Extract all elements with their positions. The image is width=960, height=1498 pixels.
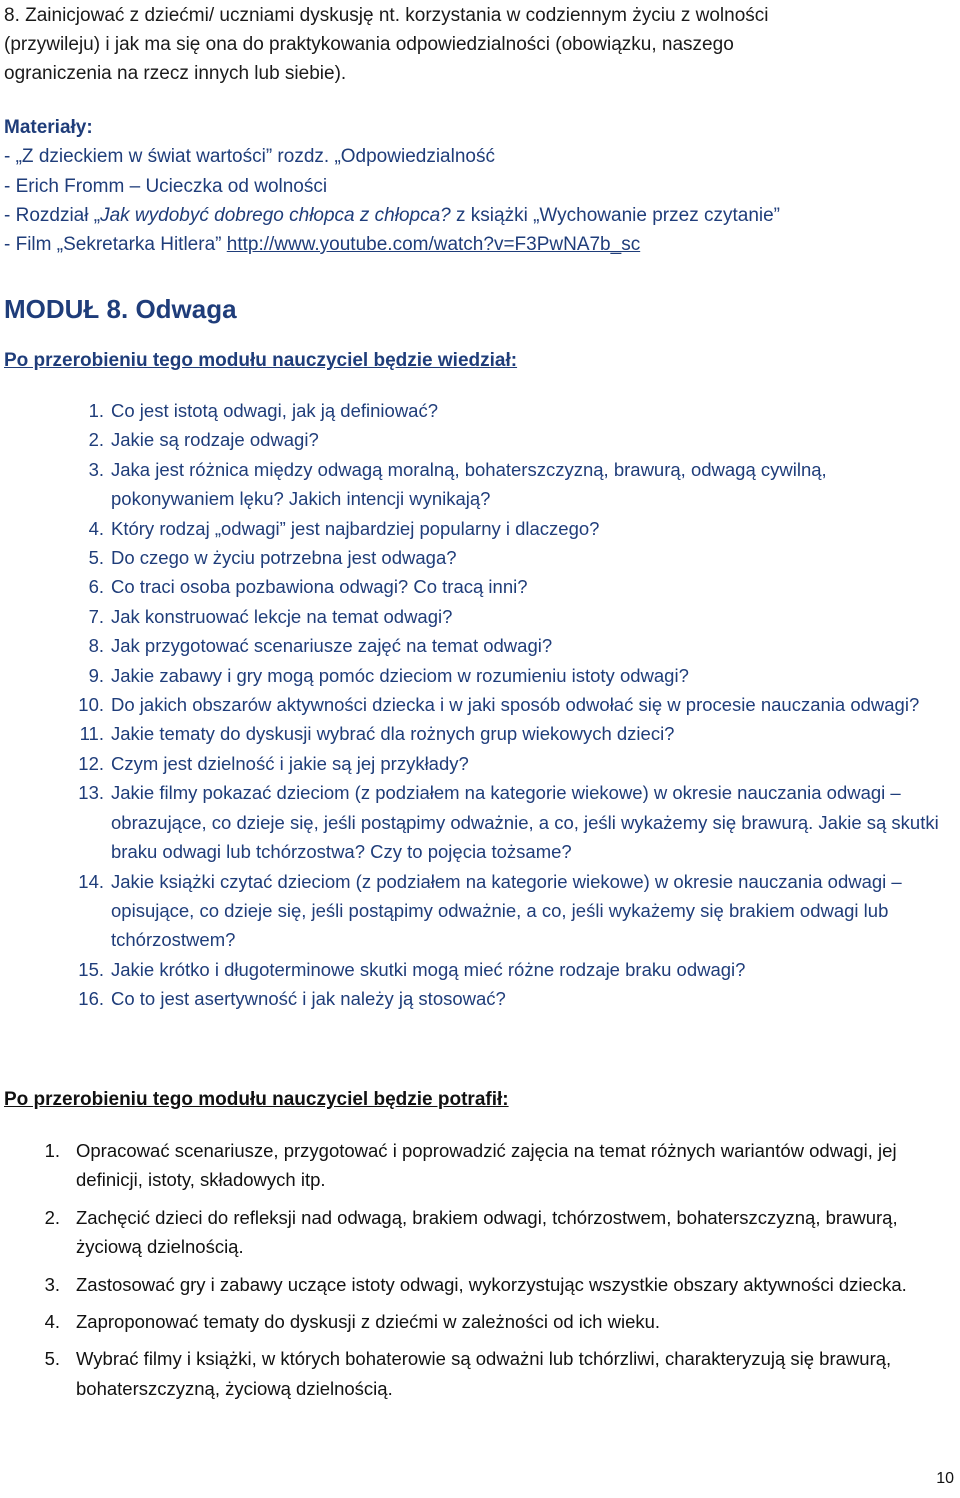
question-item-text: Do czego w życiu potrzebna jest odwaga? [111, 547, 457, 569]
intro-line-3: ograniczenia na rzecz innych lub siebie). [4, 63, 347, 84]
question-item-text: Jakie książki czytać dzieciom (z podziałem na kategorie wiekowe) w okresie nauczania odwagi – opisujące, co dzieje się, jeśli postąpimy odważnie, a co, jeśli wykażemy się brakiem odwagi lub tchórzostwem? [111, 870, 902, 951]
question-item-text: Co traci osoba pozbawiona odwagi? Co tracą inni? [111, 576, 528, 598]
question-item-number: 6. [88, 576, 104, 598]
question-item [0, 690, 960, 719]
intro-line-1: 8. Zainicjować z dziećmi/ uczniami dyskusję nt. korzystania w codziennym życiu z wolności [4, 5, 769, 26]
question-item [0, 514, 960, 543]
materials-item-1: - „Z dzieckiem w świat wartości” rozdz. „Odpowiedzialność [4, 146, 495, 167]
question-item [0, 455, 960, 514]
question-item-number: 16. [78, 988, 104, 1010]
materials-item-3-prefix: - Rozdział „ [4, 205, 101, 226]
materials-item-4-prefix: - Film „Sekretarka Hitlera” [4, 234, 227, 255]
intro-line-2: (przywileju) i jak ma się ona do praktykowania odpowiedzialności (obowiązku, naszego [4, 34, 734, 55]
question-item-number: 2. [88, 429, 104, 451]
skill-item-number: 2. [44, 1206, 60, 1228]
can-heading: Po przerobieniu tego modułu nauczyciel będzie potrafił: [4, 1089, 509, 1110]
skill-item [0, 1307, 960, 1336]
skill-item [0, 1203, 960, 1262]
skills-list [0, 1136, 960, 1411]
question-item [0, 749, 960, 778]
question-item [0, 425, 960, 454]
question-item-number: 15. [78, 958, 104, 980]
question-item [0, 778, 960, 866]
question-item [0, 661, 960, 690]
skill-item-text: Opracować scenariusze, przygotować i poprowadzić zajęcia na temat różnych wariantów odwagi, jej definicji, istoty, składowych itp. [76, 1140, 897, 1191]
youtube-link[interactable]: http://www.youtube.com/watch?v=F3PwNA7b_sc [226, 234, 641, 255]
skill-item-text: Wybrać filmy i książki, w których bohaterowie są odważni lub tchórzliwi, charakteryzują się brawurą, bohaterszczyzną, życiową dzielnością. [76, 1348, 892, 1399]
question-item-number: 7. [88, 605, 104, 627]
question-item-text: Jak konstruować lekcje na temat odwagi? [111, 605, 453, 627]
skill-item-number: 5. [44, 1348, 60, 1370]
skill-item-text: Zaproponować tematy do dyskusji z dziećmi w zależności od ich wieku. [76, 1311, 661, 1333]
materials-item-2: - Erich Fromm – Ucieczka od wolności [4, 176, 328, 197]
skill-item-number: 1. [44, 1140, 60, 1161]
question-item-number: 9. [88, 664, 104, 686]
skill-item [0, 1344, 960, 1403]
question-item-text: Jakie krótko i długoterminowe skutki mogą mieć różne rodzaje braku odwagi? [111, 958, 746, 980]
materials-item-4 [4, 233, 640, 257]
question-item-number: 12. [78, 752, 104, 774]
question-item-number: 5. [88, 547, 104, 569]
skill-item [0, 1136, 960, 1195]
skill-item-number: 4. [44, 1311, 60, 1333]
question-item-text: Jak przygotować scenariusze zajęć na temat odwagi? [111, 635, 553, 657]
question-item [0, 867, 960, 955]
question-item [0, 984, 960, 1013]
question-item-text: Co to jest asertywność i jak należy ją stosować? [111, 988, 506, 1010]
questions-list [0, 396, 960, 1014]
question-item [0, 396, 960, 425]
materials-item-3-title: Jak wydobyć dobrego chłopca z chłopca? [100, 205, 451, 226]
question-item-text: Jakie tematy do dyskusji wybrać dla rożnych grup wiekowych dzieci? [111, 723, 675, 745]
question-item-text: Jakie filmy pokazać dzieciom (z podziałem na kategorie wiekowe) w okresie nauczania odwagi – obrazujące, co dzieje się, jeśli postąpimy odważnie, a co, jeśli wykażemy się brawurą. Jakie są skutki braku odwagi lub tchórzostwa? Czy to pojęcia tożsame? [111, 782, 939, 863]
skill-item-text: Zastosować gry i zabawy uczące istoty odwagi, wykorzystując wszystkie obszary aktywności dziecka. [76, 1273, 907, 1295]
materials-heading: Materiały: [4, 117, 93, 138]
skill-item-number: 3. [44, 1273, 60, 1295]
question-item [0, 631, 960, 660]
module-title: MODUŁ 8. Odwaga [4, 294, 237, 324]
question-item [0, 572, 960, 601]
question-item-text: Do jakich obszarów aktywności dziecka i w jaki sposób odwołać się w procesie nauczania odwagi? [111, 694, 920, 716]
question-item [0, 543, 960, 572]
page-number: 10 [936, 1470, 954, 1487]
question-item-text: Jaka jest różnica między odwagą moralną, bohaterszczyzną, brawurą, odwagą cywilną, pokonywaniem lęku? Jakich intencji wynikają? [111, 458, 827, 510]
question-item-text: Co jest istotą odwagi, jak ją definiować? [111, 400, 439, 421]
question-item-text: Jakie zabawy i gry mogą pomóc dzieciom w rozumieniu istoty odwagi? [111, 664, 689, 686]
question-item-number: 14. [78, 870, 104, 892]
skill-item-text: Zachęcić dzieci do refleksji nad odwagą, brakiem odwagi, tchórzostwem, bohaterszczyzną, brawurą, życiową dzielnością. [76, 1206, 898, 1258]
materials-item-3 [4, 204, 780, 228]
question-item-number: 3. [88, 458, 104, 480]
question-item [0, 602, 960, 631]
question-item-text: Jakie są rodzaje odwagi? [111, 429, 319, 451]
skill-item [0, 1270, 960, 1299]
question-item-number: 10. [78, 694, 104, 716]
question-item-number: 4. [88, 517, 104, 539]
question-item-number: 13. [78, 782, 104, 804]
materials-item-3-suffix: z książki „Wychowanie przez czytanie” [450, 205, 780, 226]
question-item-text: Czym jest dzielność i jakie są jej przykłady? [111, 752, 469, 774]
question-item-text: Który rodzaj „odwagi” jest najbardziej popularny i dlaczego? [111, 517, 600, 539]
question-item-number: 8. [88, 635, 104, 657]
question-item-number: 11. [79, 723, 104, 745]
question-item [0, 955, 960, 984]
knows-heading: Po przerobieniu tego modułu nauczyciel będzie wiedział: [4, 350, 518, 371]
question-item-number: 1. [88, 400, 104, 421]
question-item [0, 719, 960, 748]
